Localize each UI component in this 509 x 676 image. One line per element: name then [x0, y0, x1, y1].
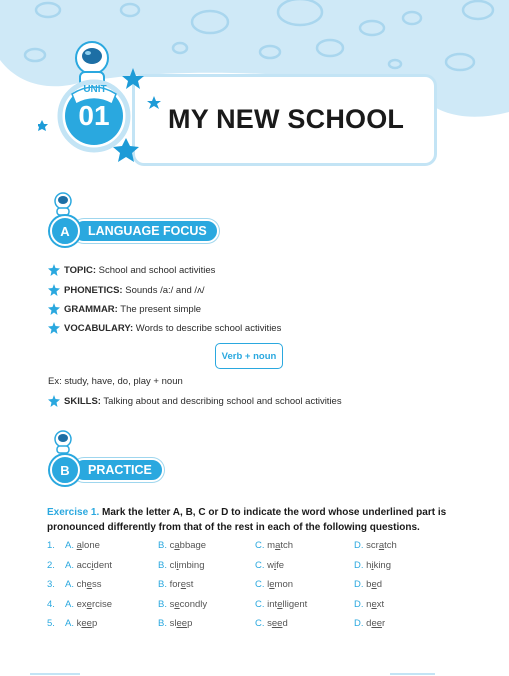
answer-option[interactable]: B. secondly — [158, 598, 208, 610]
underlined-sound: e — [86, 598, 92, 610]
star-icon — [48, 322, 60, 334]
answer-option[interactable]: B. sleep — [158, 618, 193, 630]
grammar-line — [48, 303, 201, 315]
unit-label: UNIT — [83, 84, 107, 95]
answer-option[interactable]: D. scratch — [354, 540, 397, 551]
underlined-sound: e — [174, 598, 180, 610]
astronaut-icon — [52, 192, 74, 216]
example-line: Ex: study, have, do, play + noun — [48, 376, 183, 387]
exercise-label: Exercise 1. — [47, 507, 100, 518]
option-letter: C. — [255, 579, 265, 591]
option-letter: A. — [65, 579, 74, 591]
option-letter: C. — [255, 559, 265, 571]
option-letter: A. — [65, 598, 74, 610]
unit-badge — [38, 28, 168, 168]
astronaut-icon — [52, 430, 74, 454]
topic-label: TOPIC: — [64, 264, 97, 276]
question-number: 2. — [47, 559, 55, 571]
question-row — [47, 560, 467, 574]
option-letter: C. — [255, 618, 265, 630]
answer-option[interactable]: A. accident — [65, 559, 113, 571]
topic-text: School and school activities — [96, 264, 216, 276]
exercise-instruction — [47, 505, 467, 535]
underlined-sound: i — [371, 559, 374, 571]
phonetics-label: PHONETICS: — [64, 284, 123, 296]
star-icon — [48, 395, 60, 407]
question-number: 1. — [47, 540, 55, 551]
underlined-sound: ee — [271, 618, 283, 630]
skills-line — [48, 395, 342, 407]
answer-option[interactable]: D. hiking — [354, 559, 391, 571]
answer-option[interactable]: A. exercise — [65, 598, 113, 610]
skills-text: Talking about and describing school and school activities — [100, 395, 342, 407]
option-letter: D. — [354, 579, 364, 591]
topic-line — [48, 264, 215, 276]
footer-divider — [390, 673, 435, 675]
answer-option[interactable]: C. lemon — [255, 579, 294, 591]
skills-label: SKILLS: — [64, 395, 101, 407]
answer-option[interactable]: B. climbing — [158, 559, 205, 571]
option-letter: B. — [158, 579, 167, 591]
answer-option[interactable]: D. deer — [354, 618, 386, 630]
section-b-heading — [50, 455, 164, 485]
underlined-sound: ee — [371, 618, 383, 630]
section-a-title: LANGUAGE FOCUS — [72, 219, 219, 243]
star-icon — [48, 303, 60, 315]
answer-option[interactable]: A. alone — [65, 540, 100, 551]
question-number: 3. — [47, 579, 55, 591]
option-letter: B. — [158, 598, 167, 610]
underlined-sound: e — [277, 598, 283, 610]
underlined-sound: e — [269, 579, 275, 591]
vocabulary-line — [48, 322, 281, 334]
underlined-sound: i — [91, 559, 94, 571]
option-letter: A. — [65, 618, 74, 630]
section-b-letter: B — [50, 455, 80, 485]
footer-divider — [30, 673, 80, 675]
vocabulary-text: Words to describe school activities — [133, 322, 282, 334]
answer-option[interactable]: C. intelligent — [255, 598, 308, 610]
option-letter: B. — [158, 618, 167, 630]
exercise-text: Mark the letter A, B, C or D to indicate the word whose underlined part is pronounced differently from that of the rest in each of the following questions. — [47, 507, 447, 533]
question-number: 4. — [47, 598, 55, 610]
underlined-sound: ee — [176, 618, 188, 630]
underlined-sound: a — [76, 540, 82, 551]
underlined-sound: a — [378, 540, 385, 551]
answer-option[interactable]: C. seed — [255, 618, 288, 630]
answer-option[interactable]: C. wife — [255, 559, 285, 571]
underlined-sound: i — [274, 559, 277, 571]
option-letter: D. — [354, 540, 364, 551]
answer-option[interactable]: D. next — [354, 598, 385, 610]
option-letter: B. — [158, 540, 167, 551]
answer-option[interactable]: C. match — [255, 540, 294, 551]
grammar-text: The present simple — [117, 303, 202, 315]
question-row — [47, 618, 467, 632]
underlined-sound: a — [275, 540, 281, 551]
star-icon — [48, 264, 60, 276]
option-letter: D. — [354, 618, 364, 630]
phonetics-text: Sounds /a:/ and /ʌ/ — [122, 284, 205, 296]
answer-option[interactable]: A. chess — [65, 579, 102, 591]
verb-noun-box: Verb + noun — [215, 343, 283, 369]
option-letter: A. — [65, 559, 74, 571]
star-icon — [48, 284, 60, 296]
answer-option[interactable]: B. cabbage — [158, 540, 207, 551]
question-row — [47, 540, 467, 554]
option-letter: B. — [158, 559, 167, 571]
question-row — [47, 579, 467, 593]
answer-option[interactable]: A. keep — [65, 618, 98, 630]
section-b-title: PRACTICE — [72, 458, 164, 482]
answer-option[interactable]: D. bed — [354, 579, 383, 591]
option-letter: D. — [354, 598, 364, 610]
option-letter: A. — [65, 540, 74, 551]
option-letter: C. — [255, 598, 265, 610]
question-number: 5. — [47, 618, 55, 630]
unit-number: 01 — [78, 100, 110, 131]
section-a-letter: A — [50, 216, 80, 246]
underlined-sound: ee — [81, 618, 92, 630]
underlined-sound: i — [176, 559, 179, 571]
underlined-sound: a — [174, 540, 180, 551]
phonetics-line — [48, 284, 204, 296]
option-letter: D. — [354, 559, 364, 571]
underlined-sound: e — [86, 579, 92, 591]
answer-option[interactable]: B. forest — [158, 579, 194, 591]
section-a-heading — [50, 216, 219, 246]
underlined-sound: e — [371, 598, 377, 610]
unit-title: MY NEW SCHOOL — [168, 104, 405, 134]
grammar-label: GRAMMAR: — [64, 303, 118, 315]
question-row — [47, 599, 467, 613]
astronaut-icon — [76, 42, 108, 86]
underlined-sound: e — [180, 579, 187, 591]
vocabulary-label: VOCABULARY: — [64, 322, 134, 334]
option-letter: C. — [255, 540, 265, 551]
underlined-sound: e — [371, 579, 377, 591]
